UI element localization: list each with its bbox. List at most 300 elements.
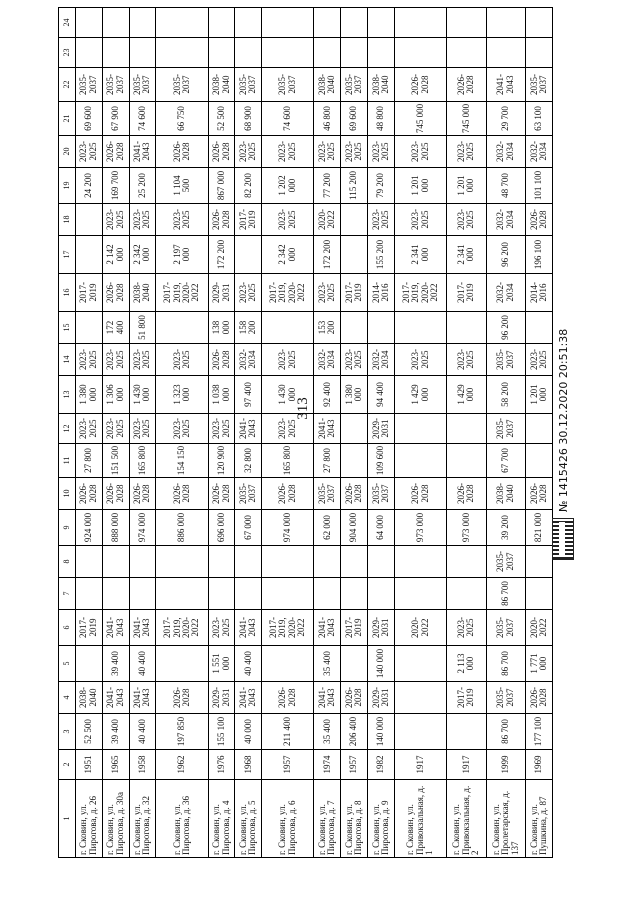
table-cell: 1 429 000	[394, 376, 446, 414]
table-cell: 2026-2028	[208, 136, 235, 168]
table-cell: 138 000	[208, 312, 235, 344]
table-cell: 2023-2025	[262, 414, 314, 444]
table-cell	[129, 578, 156, 610]
table-cell	[76, 546, 103, 578]
table-cell	[394, 8, 446, 38]
table-cell: 1982	[368, 750, 395, 780]
table-cell: 2035-2037	[235, 68, 262, 102]
table-cell: 1962	[156, 750, 208, 780]
table-cell	[526, 38, 553, 68]
table-cell: 74 600	[129, 102, 156, 136]
table-cell	[262, 646, 314, 682]
table-cell	[76, 646, 103, 682]
table-cell: 153 200	[314, 312, 341, 344]
table-cell: 64 000	[368, 510, 395, 546]
table-cell: 154 150	[156, 444, 208, 478]
table-cell: 2038-2040	[368, 68, 395, 102]
table-cell: 1965	[102, 750, 129, 780]
table-cell	[368, 38, 395, 68]
table-cell	[341, 444, 368, 478]
table-cell: 2026-2028	[208, 344, 235, 376]
table-row	[314, 8, 341, 858]
table-cell	[76, 578, 103, 610]
page-number: 313	[294, 397, 311, 420]
table-cell: 2026-2028	[447, 68, 487, 102]
table-cell: 211 400	[262, 714, 314, 750]
table-cell: 35 400	[314, 646, 341, 682]
table-cell	[447, 8, 487, 38]
address-cell: г. Сковин, ул. Пирогова, д. 4	[208, 780, 235, 858]
table-cell	[262, 38, 314, 68]
table-cell: 2023-2025	[447, 610, 487, 646]
table-cell	[76, 204, 103, 236]
table-cell: 2035-2037	[486, 414, 526, 444]
table-cell: 2023-2025	[208, 414, 235, 444]
table-cell: 86 700	[486, 578, 526, 610]
table-cell: 1999	[486, 750, 526, 780]
table-row	[235, 8, 262, 858]
table-row	[208, 8, 235, 858]
table-cell: 2032-2034	[314, 344, 341, 376]
table-cell: 2041-2043	[486, 68, 526, 102]
table-cell	[394, 646, 446, 682]
table-cell: 2026-2028	[341, 478, 368, 510]
table-cell: 2023-2025	[394, 136, 446, 168]
table-cell: 165 800	[129, 444, 156, 478]
table-cell: 96 200	[486, 236, 526, 274]
column-header: 8	[59, 546, 76, 578]
table-cell: 1 429 000	[447, 376, 487, 414]
table-cell: 39 400	[102, 714, 129, 750]
table-cell: 2026-2028	[208, 478, 235, 510]
table-header-row	[59, 8, 76, 858]
table-cell	[262, 8, 314, 38]
table-cell	[447, 546, 487, 578]
table-cell	[341, 414, 368, 444]
table-cell: 2038-2040	[314, 68, 341, 102]
table-cell: 94 400	[368, 376, 395, 414]
table-cell: 151 500	[102, 444, 129, 478]
table-cell: 1957	[262, 750, 314, 780]
column-header: 17	[59, 236, 76, 274]
table-cell: 66 750	[156, 102, 208, 136]
table-cell	[394, 38, 446, 68]
table-cell: 51 800	[129, 312, 156, 344]
table-cell: 2035-2037	[102, 68, 129, 102]
table-cell: 2017-2019	[235, 204, 262, 236]
table-row	[262, 8, 314, 858]
table-cell: 2029-2031	[208, 274, 235, 312]
table-cell: 32 800	[235, 444, 262, 478]
table-cell	[235, 578, 262, 610]
table-cell	[526, 546, 553, 578]
table-cell	[447, 714, 487, 750]
table-cell: 2035-2037	[486, 344, 526, 376]
table-cell: 2026-2028	[341, 682, 368, 714]
table-cell: 2041-2043	[129, 136, 156, 168]
table-cell	[447, 312, 487, 344]
table-cell	[129, 8, 156, 38]
table-cell: 140 000	[368, 646, 395, 682]
table-cell: 1 551 000	[208, 646, 235, 682]
table-cell: 155 100	[208, 714, 235, 750]
table-cell: 2017-2019, 2020-2022	[262, 610, 314, 646]
address-cell: г. Сковин, ул. Привокзальная, д. 1	[394, 780, 446, 858]
table-cell: 92 400	[314, 376, 341, 414]
table-cell: 2023-2025	[76, 344, 103, 376]
table-cell: 1 771 000	[526, 646, 553, 682]
table-cell: 96 200	[486, 312, 526, 344]
table-cell: 2026-2028	[129, 478, 156, 510]
table-cell	[368, 312, 395, 344]
table-cell	[394, 444, 446, 478]
table-cell: 2029-2031	[208, 682, 235, 714]
table-cell	[447, 578, 487, 610]
column-header: 7	[59, 578, 76, 610]
table-row	[368, 8, 395, 858]
table-cell: 973 000	[394, 510, 446, 546]
table-cell	[486, 38, 526, 68]
table-cell	[394, 546, 446, 578]
table-cell: 2023-2025	[341, 136, 368, 168]
table-cell	[526, 312, 553, 344]
table-cell	[486, 8, 526, 38]
table-cell: 2023-2025	[368, 204, 395, 236]
table-cell: 2029-2031	[368, 610, 395, 646]
table-cell: 2023-2025	[262, 204, 314, 236]
table-cell: 2017-2019	[76, 274, 103, 312]
column-header: 12	[59, 414, 76, 444]
table-cell: 2041-2043	[102, 610, 129, 646]
table-cell: 2026-2028	[447, 478, 487, 510]
table-cell: 2017-2019	[447, 274, 487, 312]
table-cell	[129, 546, 156, 578]
table-cell	[526, 414, 553, 444]
column-header: 3	[59, 714, 76, 750]
table-cell: 2023-2025	[447, 136, 487, 168]
column-header: 20	[59, 136, 76, 168]
table-cell: 1957	[341, 750, 368, 780]
table-cell	[76, 312, 103, 344]
table-cell: 2038-2040	[208, 68, 235, 102]
table-cell: 40 400	[235, 646, 262, 682]
table-cell	[394, 682, 446, 714]
table-cell: 2041-2043	[129, 682, 156, 714]
column-header: 6	[59, 610, 76, 646]
table-cell	[235, 38, 262, 68]
table-cell	[156, 38, 208, 68]
table-cell	[341, 312, 368, 344]
repair-schedule-table	[58, 7, 553, 858]
table-cell: 2017-2019, 2020-2022	[262, 274, 314, 312]
table-row	[447, 8, 487, 858]
table-cell: 69 600	[76, 102, 103, 136]
table-cell: 2029-2031	[368, 414, 395, 444]
table-cell: 2023-2025	[447, 344, 487, 376]
table-cell	[76, 8, 103, 38]
table-cell: 2023-2025	[314, 136, 341, 168]
table-cell	[102, 38, 129, 68]
table-cell: 1974	[314, 750, 341, 780]
table-cell: 2035-2037	[486, 610, 526, 646]
table-cell: 2023-2025	[102, 414, 129, 444]
table-cell: 867 000	[208, 168, 235, 204]
table-cell	[235, 236, 262, 274]
table-cell: 82 200	[235, 168, 262, 204]
table-cell	[368, 8, 395, 38]
table-cell: 62 000	[314, 510, 341, 546]
table-cell	[262, 578, 314, 610]
table-cell: 2 142 000	[102, 236, 129, 274]
table-row	[394, 8, 446, 858]
table-cell: 165 800	[262, 444, 314, 478]
table-cell: 2038-2040	[486, 478, 526, 510]
table-cell: 2023-2025	[129, 344, 156, 376]
table-cell: 2026-2028	[526, 682, 553, 714]
table-cell: 1917	[447, 750, 487, 780]
address-cell: г. Сковин, ул. Пирогова, д. 6	[262, 780, 314, 858]
table-cell: 2026-2028	[102, 274, 129, 312]
table-cell	[156, 312, 208, 344]
table-cell: 2023-2025	[394, 344, 446, 376]
table-cell: 1958	[129, 750, 156, 780]
address-cell: г. Сковин, ул. Пушкина, д. 87	[526, 780, 553, 858]
table-cell: 2023-2025	[235, 274, 262, 312]
table-cell: 97 400	[235, 376, 262, 414]
table-cell: 63 100	[526, 102, 553, 136]
table-cell: 2020-2022	[526, 610, 553, 646]
table-cell: 2023-2025	[156, 204, 208, 236]
table-cell: 2023-2025	[156, 414, 208, 444]
table-cell: 2032-2034	[368, 344, 395, 376]
table-cell: 2017-2019, 2020-2022	[394, 274, 446, 312]
table-cell: 196 100	[526, 236, 553, 274]
table-cell: 39 400	[102, 646, 129, 682]
table-cell: 68 900	[235, 102, 262, 136]
column-header: 10	[59, 478, 76, 510]
table-cell: 29 700	[486, 102, 526, 136]
table-cell	[76, 38, 103, 68]
table-cell: 155 200	[368, 236, 395, 274]
column-header: 5	[59, 646, 76, 682]
table-cell: 2 341 000	[447, 236, 487, 274]
table-cell: 172 400	[102, 312, 129, 344]
table-cell: 52 500	[208, 102, 235, 136]
table-cell: 2041-2043	[314, 682, 341, 714]
table-cell: 67 900	[102, 102, 129, 136]
table-cell	[314, 8, 341, 38]
table-cell	[394, 414, 446, 444]
table-cell: 2023-2025	[235, 136, 262, 168]
table-cell	[156, 8, 208, 38]
table-cell: 120 900	[208, 444, 235, 478]
table-cell: 2 342 000	[262, 236, 314, 274]
table-cell: 2023-2025	[156, 344, 208, 376]
address-cell: г. Сковин, ул. Привокзальная, д. 2	[447, 780, 487, 858]
table-cell: 177 100	[526, 714, 553, 750]
table-cell	[526, 444, 553, 478]
table-cell	[235, 8, 262, 38]
table-cell: 821 000	[526, 510, 553, 546]
table-cell: 2017-2019, 2020-2022	[156, 610, 208, 646]
table-cell: 1917	[394, 750, 446, 780]
table-cell	[102, 546, 129, 578]
table-cell: 2038-2040	[129, 274, 156, 312]
table-cell: 2041-2043	[235, 414, 262, 444]
table-cell: 1 430 000	[262, 376, 314, 414]
address-cell: г. Сковин, ул. Пирогова, д. 30а	[102, 780, 129, 858]
table-cell: 2 113 000	[447, 646, 487, 682]
table-cell: 115 200	[341, 168, 368, 204]
table-cell: 2023-2025	[76, 414, 103, 444]
table-cell	[208, 578, 235, 610]
table-cell	[341, 38, 368, 68]
table-cell	[102, 578, 129, 610]
table-cell: 1 038 000	[208, 376, 235, 414]
table-cell: 1976	[208, 750, 235, 780]
column-header: 24	[59, 8, 76, 38]
table-cell	[314, 38, 341, 68]
table-cell: 2032-2034	[526, 136, 553, 168]
table-cell: 2023-2025	[341, 344, 368, 376]
table-cell: 46 800	[314, 102, 341, 136]
table-cell	[262, 312, 314, 344]
table-cell: 2023-2025	[76, 136, 103, 168]
table-cell: 1951	[76, 750, 103, 780]
table-row	[76, 8, 103, 858]
table-cell: 2023-2025	[102, 204, 129, 236]
address-cell: г. Сковин, ул. Пирогова, д. 26	[76, 780, 103, 858]
table-cell: 40 400	[129, 714, 156, 750]
table-row	[129, 8, 156, 858]
column-header: 16	[59, 274, 76, 312]
table-cell: 2026-2028	[102, 136, 129, 168]
table-cell	[341, 8, 368, 38]
table-cell	[368, 546, 395, 578]
table-cell	[368, 578, 395, 610]
table-row	[486, 8, 526, 858]
table-cell: 39 200	[486, 510, 526, 546]
table-cell: 2035-2037	[76, 68, 103, 102]
table-cell: 140 000	[368, 714, 395, 750]
table-cell: 2026-2028	[262, 478, 314, 510]
table-cell: 197 850	[156, 714, 208, 750]
table-cell: 52 500	[76, 714, 103, 750]
table-cell: 109 600	[368, 444, 395, 478]
table-cell	[341, 546, 368, 578]
table-cell: 172 200	[208, 236, 235, 274]
table-cell: 2032-2034	[486, 204, 526, 236]
table-cell: 2041-2043	[102, 682, 129, 714]
table-cell: 1 430 000	[129, 376, 156, 414]
table-cell	[526, 578, 553, 610]
table-cell: 2035-2037	[526, 68, 553, 102]
table-cell: 2026-2028	[208, 204, 235, 236]
document-registration-stamp: № 1415426 30.12.2020 20:51:38	[556, 328, 570, 512]
table-cell: 1 380 000	[76, 376, 103, 414]
table-cell: 172 200	[314, 236, 341, 274]
table-cell: 886 000	[156, 510, 208, 546]
table-cell	[262, 546, 314, 578]
table-cell: 2026-2028	[156, 682, 208, 714]
table-cell: 2026-2028	[156, 478, 208, 510]
table-cell: 158 200	[235, 312, 262, 344]
table-cell	[129, 38, 156, 68]
table-cell: 2023-2025	[208, 610, 235, 646]
table-cell: 1 323 000	[156, 376, 208, 414]
footer	[550, 240, 576, 560]
table-cell: 2041-2043	[235, 682, 262, 714]
address-cell: г. Сковин, ул. Пирогова, д. 32	[129, 780, 156, 858]
table-cell	[447, 414, 487, 444]
table-cell: 745 000	[394, 102, 446, 136]
table-cell: 973 000	[447, 510, 487, 546]
table-row	[526, 8, 553, 858]
table-cell: 2026-2028	[394, 478, 446, 510]
table-cell: 2 341 000	[394, 236, 446, 274]
table-cell: 69 600	[341, 102, 368, 136]
table-cell: 904 000	[341, 510, 368, 546]
column-header: 13	[59, 376, 76, 414]
column-header: 1	[59, 780, 76, 858]
table-cell	[235, 546, 262, 578]
table-cell: 2041-2043	[314, 610, 341, 646]
address-cell: г. Сковин, ул. Пирогова, д. 8	[341, 780, 368, 858]
table-cell: 2023-2025	[129, 204, 156, 236]
electronic-stamp-icon	[552, 518, 574, 560]
table-cell: 2014-2016	[526, 274, 553, 312]
table-cell: 2035-2037	[368, 478, 395, 510]
table-cell: 745 000	[447, 102, 487, 136]
table-cell: 2035-2037	[235, 478, 262, 510]
table-row	[102, 8, 129, 858]
table-cell: 2026-2028	[526, 204, 553, 236]
table-cell: 2041-2043	[129, 610, 156, 646]
table-cell	[314, 546, 341, 578]
column-header: 11	[59, 444, 76, 478]
table-cell: 101 100	[526, 168, 553, 204]
column-header: 2	[59, 750, 76, 780]
table-cell	[208, 8, 235, 38]
table-cell: 2035-2037	[314, 478, 341, 510]
table-cell: 77 200	[314, 168, 341, 204]
table-cell: 2035-2037	[129, 68, 156, 102]
table-cell: 2023-2025	[314, 274, 341, 312]
table-cell: 2023-2025	[262, 344, 314, 376]
table-cell: 48 800	[368, 102, 395, 136]
column-header: 14	[59, 344, 76, 376]
table-cell: 2020-2022	[314, 204, 341, 236]
table-cell: 2023-2025	[394, 204, 446, 236]
table-cell: 2026-2028	[262, 682, 314, 714]
table-cell: 27 800	[314, 444, 341, 478]
address-cell: г. Сковин, ул. Пирогова, д. 36	[156, 780, 208, 858]
table-cell: 2 342 000	[129, 236, 156, 274]
table-cell	[156, 646, 208, 682]
table-cell	[208, 546, 235, 578]
table-cell: 974 000	[262, 510, 314, 546]
table-cell: 1968	[235, 750, 262, 780]
table-cell: 1 201 000	[526, 376, 553, 414]
table-cell: 1 104 500	[156, 168, 208, 204]
table-cell	[394, 578, 446, 610]
table-cell: 206 400	[341, 714, 368, 750]
table-cell	[447, 444, 487, 478]
table-cell: 27 800	[76, 444, 103, 478]
table-cell: 696 000	[208, 510, 235, 546]
table-cell: 888 000	[102, 510, 129, 546]
table-cell: 2017-2019	[341, 274, 368, 312]
